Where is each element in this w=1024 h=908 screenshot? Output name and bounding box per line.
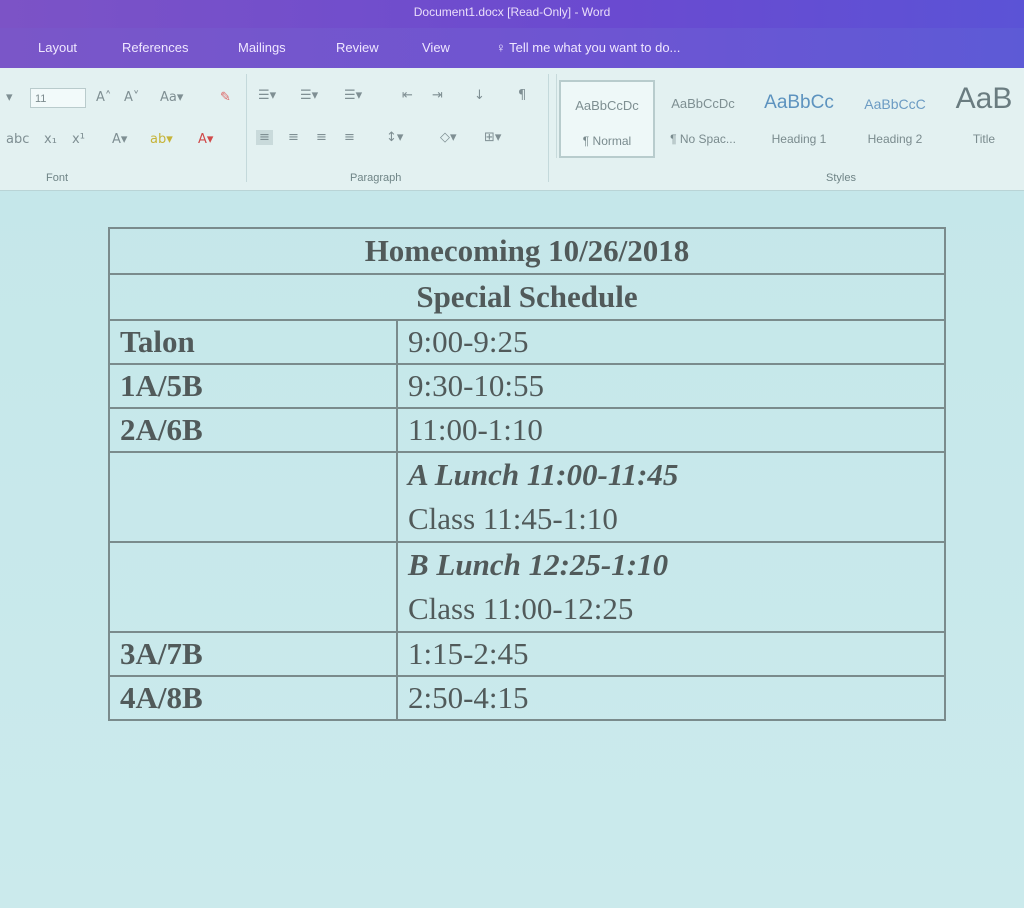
line-spacing-icon[interactable]: ↕▾	[386, 130, 404, 145]
style-heading-2[interactable]	[847, 80, 943, 158]
table-row	[109, 676, 945, 720]
shading-icon[interactable]: ◇▾	[440, 130, 457, 145]
ribbon-tabs	[0, 28, 1024, 68]
table-row	[109, 452, 945, 542]
font-size-box[interactable]	[30, 88, 86, 108]
align-center-icon[interactable]: ≡	[288, 130, 299, 145]
time-cell: 9:30-10:55	[397, 364, 945, 408]
time-cell: 1:15-2:45	[397, 632, 945, 676]
style-sample: AaBbCcC	[864, 96, 926, 112]
clear-formatting-icon[interactable]: ✎	[220, 90, 231, 105]
class-time: Class 11:45-1:10	[408, 501, 618, 536]
lightbulb-icon: ♀	[496, 40, 510, 55]
decrease-indent-icon[interactable]: ⇤	[402, 88, 413, 103]
style-name: Title	[972, 132, 996, 146]
style-name: Heading 2	[867, 132, 923, 146]
tab-references[interactable]: References	[122, 40, 189, 55]
lunch-time: B Lunch 12:25-1:10	[408, 547, 669, 582]
styles-gallery	[556, 74, 1024, 158]
group-divider	[548, 74, 549, 182]
font-name-dropdown[interactable]: ▾	[6, 90, 13, 105]
period-cell: Talon	[109, 320, 397, 364]
period-cell: 2A/6B	[109, 408, 397, 452]
strikethrough-icon[interactable]: abc	[6, 132, 30, 147]
style-heading-1[interactable]	[751, 80, 847, 158]
title-bar	[0, 0, 1024, 28]
lunch-time: A Lunch 11:00-11:45	[408, 457, 679, 492]
justify-icon[interactable]: ≡	[344, 130, 355, 145]
style-sample: AaBbCcDc	[671, 96, 735, 111]
style-no-spacing[interactable]	[655, 80, 751, 158]
time-cell: 11:00-1:10	[397, 408, 945, 452]
period-cell: 1A/5B	[109, 364, 397, 408]
pilcrow-icon[interactable]: ¶	[518, 88, 527, 103]
style-name: ¶ Normal	[582, 134, 632, 148]
period-cell: 4A/8B	[109, 676, 397, 720]
tab-mailings[interactable]: Mailings	[238, 40, 286, 55]
sort-icon[interactable]: ↓	[474, 88, 485, 103]
table-row	[109, 274, 945, 320]
style-sample: AaBbCc	[764, 92, 834, 113]
period-cell: 3A/7B	[109, 632, 397, 676]
time-cell: 9:00-9:25	[397, 320, 945, 364]
align-right-icon[interactable]: ≡	[316, 130, 327, 145]
lunch-cell	[397, 542, 945, 632]
document-page[interactable]	[0, 191, 1024, 908]
table-row	[109, 228, 945, 274]
increase-indent-icon[interactable]: ⇥	[432, 88, 443, 103]
tab-review[interactable]: Review	[336, 40, 379, 55]
schedule-table	[108, 227, 946, 721]
numbering-icon[interactable]: ☰▾	[300, 88, 319, 103]
style-title[interactable]	[943, 80, 1024, 158]
ribbon	[0, 68, 1024, 191]
lunch-cell	[397, 452, 945, 542]
group-divider	[246, 74, 247, 182]
period-cell	[109, 452, 397, 542]
tab-layout[interactable]: Layout	[38, 40, 78, 55]
tell-me-search[interactable]	[496, 40, 680, 55]
align-left-icon[interactable]: ≡	[256, 130, 273, 145]
subscript-icon[interactable]: x₁	[44, 132, 57, 147]
change-case-icon[interactable]: Aa▾	[160, 90, 184, 105]
shrink-font-icon[interactable]: A˅	[124, 90, 140, 105]
class-time: Class 11:00-12:25	[408, 591, 634, 626]
paragraph-group-label: Paragraph	[350, 172, 402, 184]
tell-me-text: Tell me what you want to do...	[509, 40, 681, 55]
tab-view[interactable]: View	[422, 40, 450, 55]
bullets-icon[interactable]: ☰▾	[258, 88, 277, 103]
font-group-label: Font	[46, 172, 69, 184]
table-row	[109, 632, 945, 676]
time-cell: 2:50-4:15	[397, 676, 945, 720]
table-row	[109, 408, 945, 452]
style-sample: AaBbCcDc	[575, 98, 639, 113]
table-row	[109, 542, 945, 632]
highlight-icon[interactable]: ab▾	[150, 132, 173, 147]
window-title: Document1.docx [Read-Only] - Word	[413, 5, 611, 19]
borders-icon[interactable]: ⊞▾	[484, 130, 502, 145]
grow-font-icon[interactable]: A˄	[96, 90, 112, 105]
font-color-icon[interactable]: A▾	[198, 132, 214, 147]
multilevel-list-icon[interactable]: ☰▾	[344, 88, 363, 103]
style-sample: AaB	[955, 82, 1013, 115]
style-normal[interactable]	[559, 80, 655, 158]
text-effects-icon[interactable]: A▾	[112, 132, 128, 147]
style-name: Heading 1	[771, 132, 827, 146]
table-row	[109, 364, 945, 408]
superscript-icon[interactable]: x¹	[72, 132, 85, 147]
styles-group-label: Styles	[826, 172, 856, 184]
period-cell	[109, 542, 397, 632]
schedule-title: Homecoming 10/26/2018	[109, 228, 945, 274]
table-row	[109, 320, 945, 364]
style-name: ¶ No Spac...	[670, 132, 736, 146]
font-size-value: 11	[35, 93, 47, 105]
schedule-subtitle: Special Schedule	[109, 274, 945, 320]
